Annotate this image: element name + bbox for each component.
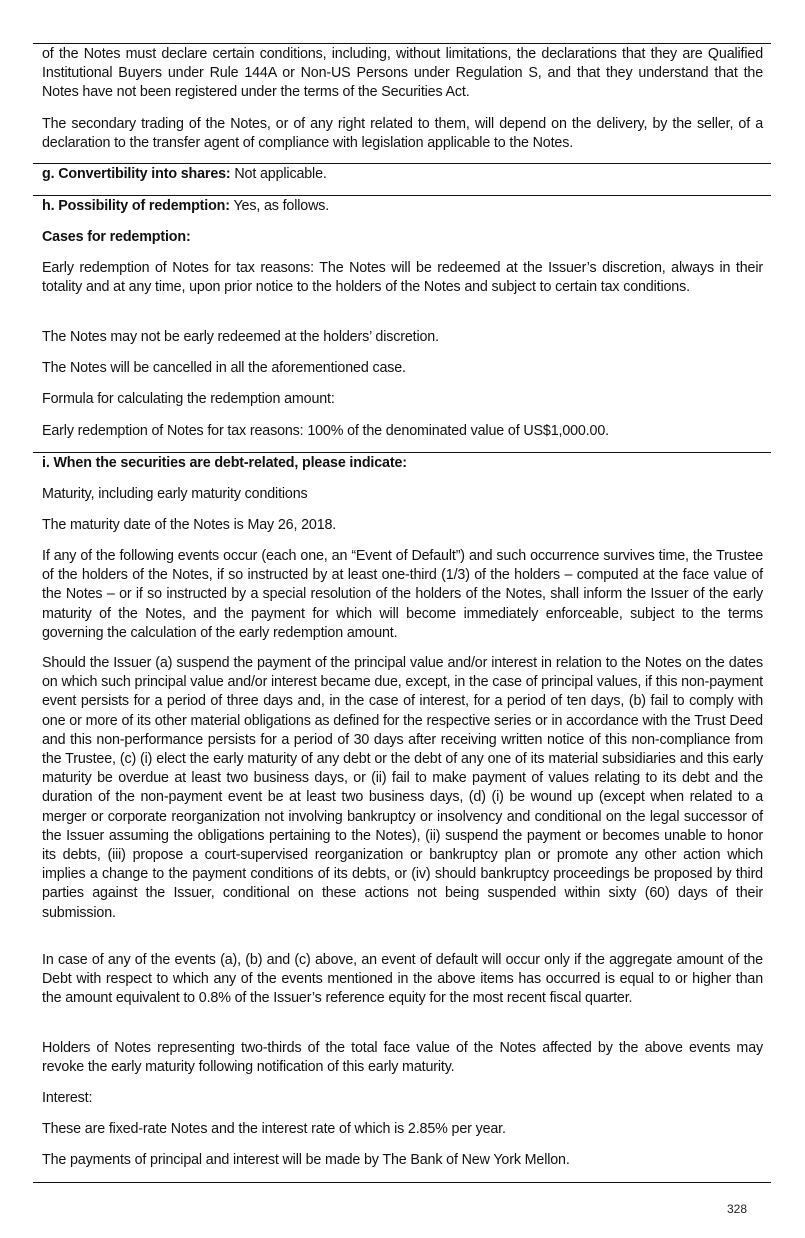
intro-paragraph-2: The secondary trading of the Notes, or of any right related to them, will depend on the delivery, by the seller, of a declaration to the transfer agent of compliance with legislation applicable to the Notes. (42, 116, 763, 152)
section-h (42, 197, 763, 216)
cases-for-redemption-heading: Cases for redemption: (42, 229, 191, 245)
redemption-paragraph: Early redemption of Notes for tax reasons: 100% of the denominated value of US$1,000.00. (42, 423, 609, 439)
debt-paragraph: If any of the following events occur (each one, an “Event of Default”) and such occurrence survives time, the Trustee of the holders of the Notes, if so instructed by at least one-third (1/3) of the holders – computed at the face value of the Notes – or if so instructed by a special resolution of the holders of the Notes, shall inform the Issuer of the early maturity of the Notes, and the payment for which will become immediately enforceable, subject to the terms governing the calculation of the early redemption amount. (42, 548, 763, 641)
section-g (42, 165, 763, 184)
section-divider (33, 43, 771, 44)
debt-paragraph: In case of any of the events (a), (b) and (c) above, an event of default will occur only if the aggregate amount of the Debt with respect to which any of the events mentioned in the above items has occurred is equal to or higher than the amount equivalent to 0.8% of the Issuer’s reference equity for the most recent fiscal quarter. (42, 952, 763, 1007)
page-number: 328 (727, 1202, 748, 1216)
section-i-heading: i. When the securities are debt-related, please indicate: (42, 455, 407, 471)
debt-paragraph: Maturity, including early maturity conditions (42, 486, 308, 502)
section-g-heading: g. Convertibility into shares: (42, 166, 231, 182)
section-divider (33, 195, 771, 196)
redemption-paragraph: Early redemption of Notes for tax reasons: The Notes will be redeemed at the Issuer’s discretion, always in their totality and at any time, upon prior notice to the holders of the Notes and subject to certain tax conditions. (42, 260, 763, 296)
redemption-paragraph: The Notes may not be early redeemed at the holders’ discretion. (42, 329, 439, 345)
debt-paragraph: Interest: (42, 1090, 93, 1106)
section-h-heading: h. Possibility of redemption: (42, 198, 230, 214)
section-divider (33, 163, 771, 164)
debt-paragraph: The payments of principal and interest will be made by The Bank of New York Mellon. (42, 1152, 570, 1168)
section-h-value: Yes, as follows. (229, 198, 330, 214)
section-divider (33, 452, 771, 453)
redemption-paragraph: Formula for calculating the redemption amount: (42, 391, 335, 407)
debt-paragraph: Should the Issuer (a) suspend the payment of the principal value and/or interest in relation to the Notes on the dates on which such principal value and/or interest became due, except, in the case of principal values, if this non-payment event persists for a period of three days and, in the case of interest, for a period of ten days, (b) fail to comply with one or more of its other material obligations as defined for the respective series or in accordance with the Trust Deed and this non-performance persists for a period of 30 days after receiving written notice of this non-compliance from the Trustee, (c) (i) elect the early maturity of any debt or the debt of any one of its material subsidiaries and this early maturity be overdue at least two business days, or (ii) fail to make payment of values relating to its debt and the duration of the non-payment event be at least two business days, (d) (i) be wound up (except when related to a merger or corporate reorganization not involving bankruptcy or insolvency and conditional on the legal successor of the Issuer assuming the obligations pertaining to the Notes), (ii) suspend the payment or becomes unable to honor its debts, (iii) propose a court-supervised reorganization or bankruptcy plan or promote any other action which implies a change to the payment conditions of its debts, or (iv) should bankruptcy proceedings be proposed by third parties against the Issuer, conditional on these actions not being suspended within sixty (60) days of their submission. (42, 655, 763, 921)
section-divider (33, 1182, 771, 1183)
debt-paragraph: The maturity date of the Notes is May 26, 2018. (42, 517, 337, 533)
debt-paragraph: These are fixed-rate Notes and the interest rate of which is 2.85% per year. (42, 1121, 506, 1137)
redemption-paragraph: The Notes will be cancelled in all the aforementioned case. (42, 360, 406, 376)
intro-paragraph-1: of the Notes must declare certain conditions, including, without limitations, the declarations that they are Qualified Institutional Buyers under Rule 144A or Non-US Persons under Regulation S, and that they understand that the Notes have not been registered under the terms of the Securities Act. (42, 46, 763, 101)
debt-paragraph: Holders of Notes representing two-thirds of the total face value of the Notes affected by the above events may revoke the early maturity following notification of this early maturity. (42, 1040, 763, 1076)
section-g-value: Not applicable. (230, 166, 327, 182)
